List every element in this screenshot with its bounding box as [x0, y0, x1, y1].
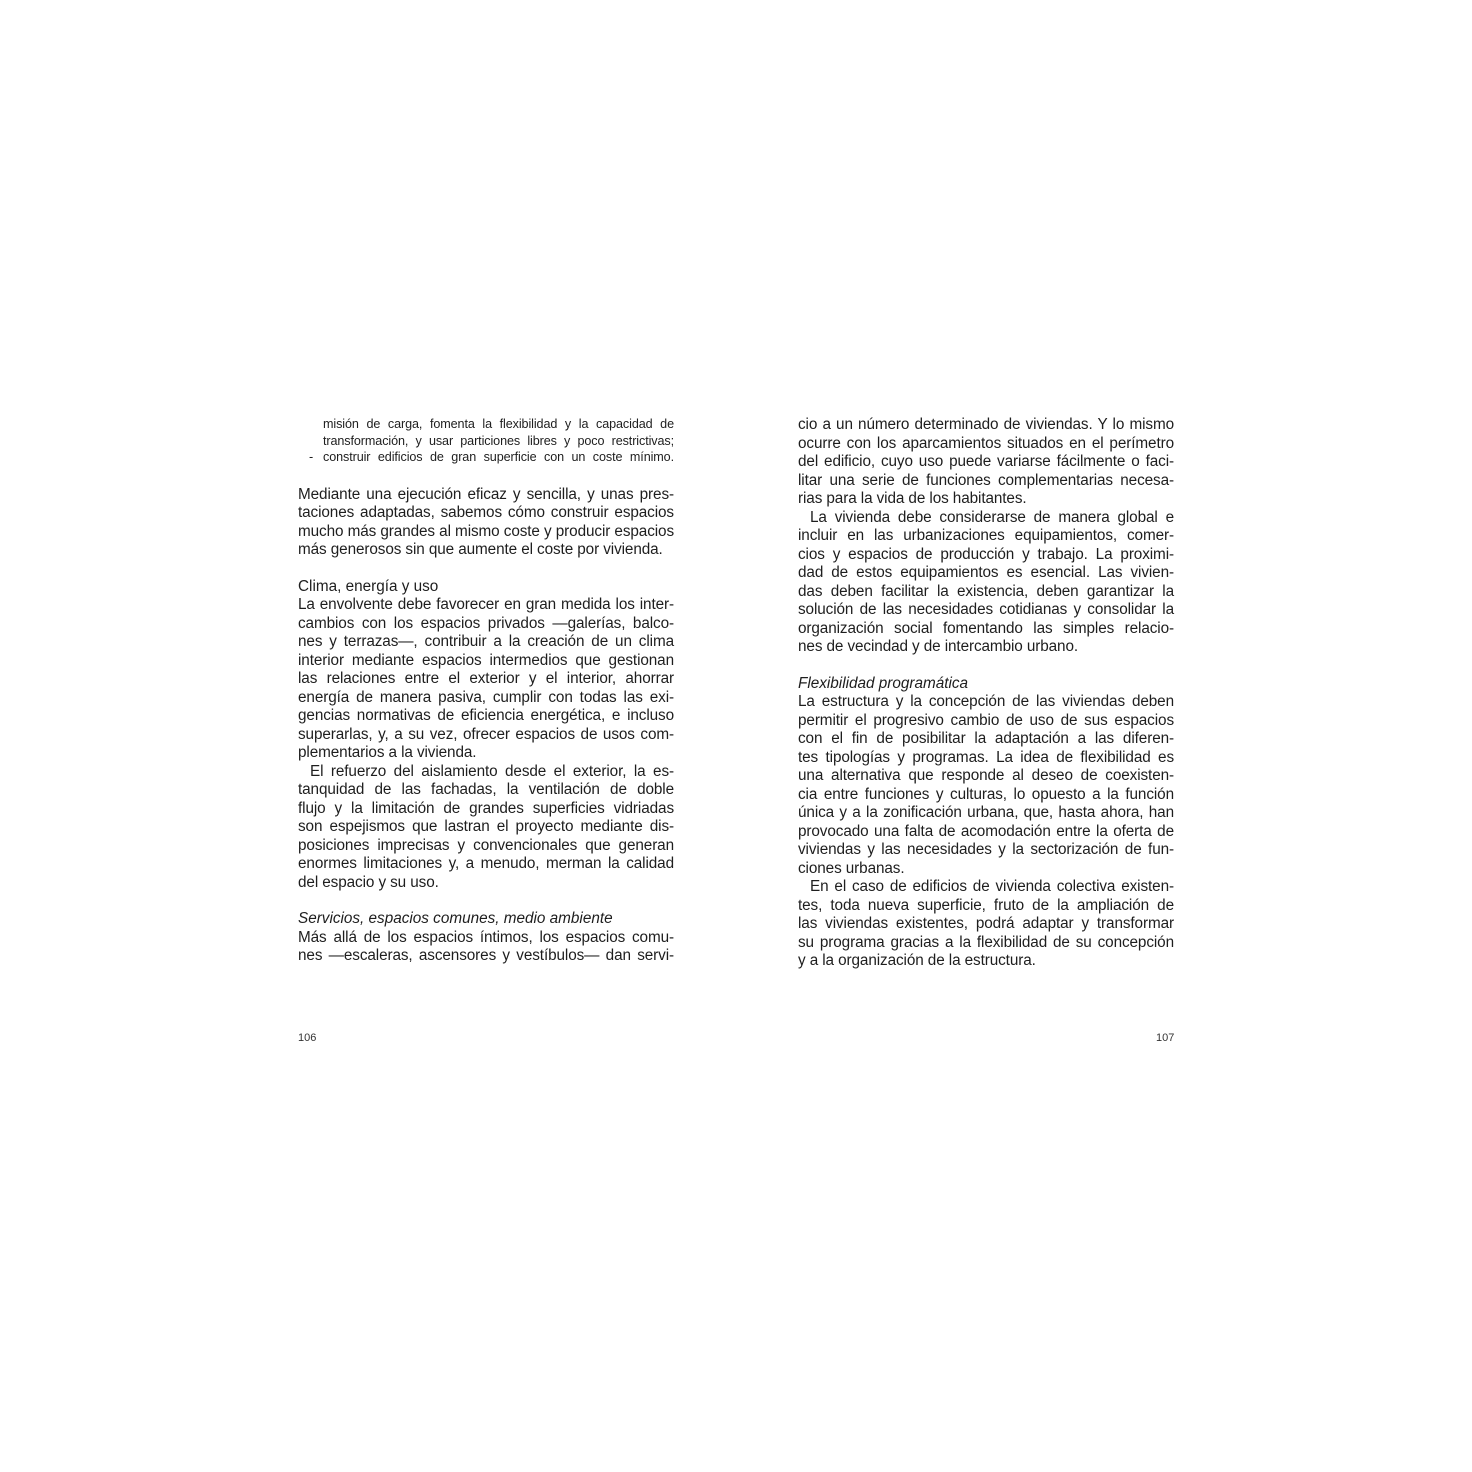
text-line: taciones adaptadas, sabemos cómo construir espacios: [298, 504, 674, 521]
section-heading: Flexibilidad programática: [798, 674, 969, 692]
section-heading: Clima, energía y uso: [298, 577, 439, 595]
section-heading: Servicios, espacios comunes, medio ambiente: [298, 910, 613, 927]
text-line: permitir el progresivo cambio de uso de sus espacios: [798, 711, 1174, 729]
text-line: las viviendas existentes, podrá adaptar y transformar: [798, 915, 1174, 932]
text-line: cia entre funciones y culturas, lo opuesto a la función: [798, 785, 1174, 803]
text-line: nes —escaleras, ascensores y vestíbulos— dan servi-: [298, 947, 674, 964]
text-line: rias para la vida de los habitantes.: [798, 490, 1027, 507]
text-line: energía de manera pasiva, cumplir con todas las exi-: [298, 688, 674, 706]
paragraph: [798, 878, 1174, 971]
right-page: [798, 416, 1174, 971]
text-line: única y a la zonificación urbana, que, hasta ahora, han: [798, 804, 1174, 821]
text-line: dad de estos equipamientos es esencial. Las vivien-: [798, 564, 1174, 581]
text-line: Mediante una ejecución eficaz y sencilla, y unas pres-: [298, 485, 674, 503]
page-number-left: 106: [298, 1032, 317, 1044]
text-line: viviendas y las necesidades y la sectorización de fun-: [798, 841, 1174, 858]
paragraph: [298, 763, 674, 893]
text-line: nes y terrazas—, contribuir a la creación de un clima: [298, 633, 674, 650]
paragraph: [298, 486, 674, 560]
text-line: Más allá de los espacios íntimos, los espacios comu-: [298, 928, 674, 946]
text-line: del espacio y su uso.: [298, 873, 439, 891]
text-line: organización social fomentando las simples relacio-: [798, 619, 1174, 637]
text-line: superarlas, y, a su vez, ofrecer espacios de usos com-: [298, 725, 674, 743]
text-line: interior mediante espacios intermedios que gestionan: [298, 651, 674, 669]
list-item: construir edificios de gran superficie con un coste mínimo.: [323, 450, 674, 464]
left-page: [298, 416, 674, 966]
text-line: incluir en las urbanizaciones equipamientos, comer-: [798, 527, 1174, 544]
text-line: las relaciones entre el exterior y el interior, ahorrar: [298, 670, 674, 687]
list-line: transformación, y usar particiones libres y poco restrictivas;: [323, 433, 674, 448]
text-line: posiciones imprecisas y convencionales que generan: [298, 836, 674, 854]
text-line: das deben facilitar la existencia, deben garantizar la: [798, 582, 1174, 600]
text-line: cios y espacios de producción y trabajo. La proximi-: [798, 545, 1174, 563]
text-line: flujo y la limitación de grandes superficies vidriadas: [298, 799, 674, 817]
list-line: misión de carga, fomenta la flexibilidad y la capacidad de: [323, 417, 674, 431]
text-line: ocurre con los aparcamientos situados en el perímetro: [798, 434, 1174, 452]
text-line: provocado una falta de acomodación entre la oferta de: [798, 822, 1174, 840]
text-line: enormes limitaciones y, a menudo, merman la calidad: [298, 855, 674, 872]
text-line: del edificio, cuyo uso puede variarse fácilmente o faci-: [798, 453, 1174, 470]
text-line: son espejismos que lastran el proyecto mediante dis-: [298, 818, 674, 835]
text-line: La vivienda debe considerarse de manera global e: [810, 508, 1174, 526]
text-line: una alternativa que responde al deseo de coexisten-: [798, 767, 1174, 784]
text-line: con el fin de posibilitar la adaptación a las diferen-: [798, 730, 1174, 747]
text-line: gencias normativas de eficiencia energética, e incluso: [298, 707, 674, 724]
paragraph: [798, 416, 1174, 509]
text-line: ciones urbanas.: [798, 859, 905, 877]
text-line: cambios con los espacios privados —galerías, balco-: [298, 614, 674, 632]
text-line: litar una serie de funciones complementarias necesa-: [798, 471, 1174, 489]
paragraph: [798, 693, 1174, 878]
text-line: nes de vecindad y de intercambio urbano.: [798, 638, 1079, 655]
text-line: mucho más grandes al mismo coste y producir espacios: [298, 522, 674, 540]
paragraph: [298, 596, 674, 763]
text-line: tes, toda nueva superficie, fruto de la ampliación de: [798, 896, 1174, 914]
paragraph: [798, 509, 1174, 657]
text-line: En el caso de edificios de vivienda colectiva existen-: [810, 878, 1174, 895]
text-line: plementarios a la vivienda.: [298, 744, 477, 761]
text-line: La envolvente debe favorecer en gran medida los inter-: [298, 596, 674, 613]
text-line: solución de las necesidades cotidianas y consolidar la: [798, 601, 1174, 618]
text-line: cio a un número determinado de viviendas. Y lo mismo: [798, 416, 1174, 433]
text-line: su programa gracias a la flexibilidad de su concepción: [798, 933, 1174, 951]
text-line: más generosos sin que aumente el coste por vivienda.: [298, 541, 663, 558]
text-line: El refuerzo del aislamiento desde el exterior, la es-: [310, 762, 674, 780]
text-line: tes tipologías y programas. La idea de flexibilidad es: [798, 748, 1174, 766]
bullet-list: [298, 416, 674, 466]
text-line: La estructura y la concepción de las viviendas deben: [798, 693, 1174, 710]
page-number-right: 107: [1156, 1032, 1175, 1044]
list-dash: -: [309, 450, 314, 464]
paragraph: [298, 929, 674, 966]
text-line: tanquidad de las fachadas, la ventilación de doble: [298, 781, 674, 798]
text-line: y a la organización de la estructura.: [798, 952, 1036, 969]
